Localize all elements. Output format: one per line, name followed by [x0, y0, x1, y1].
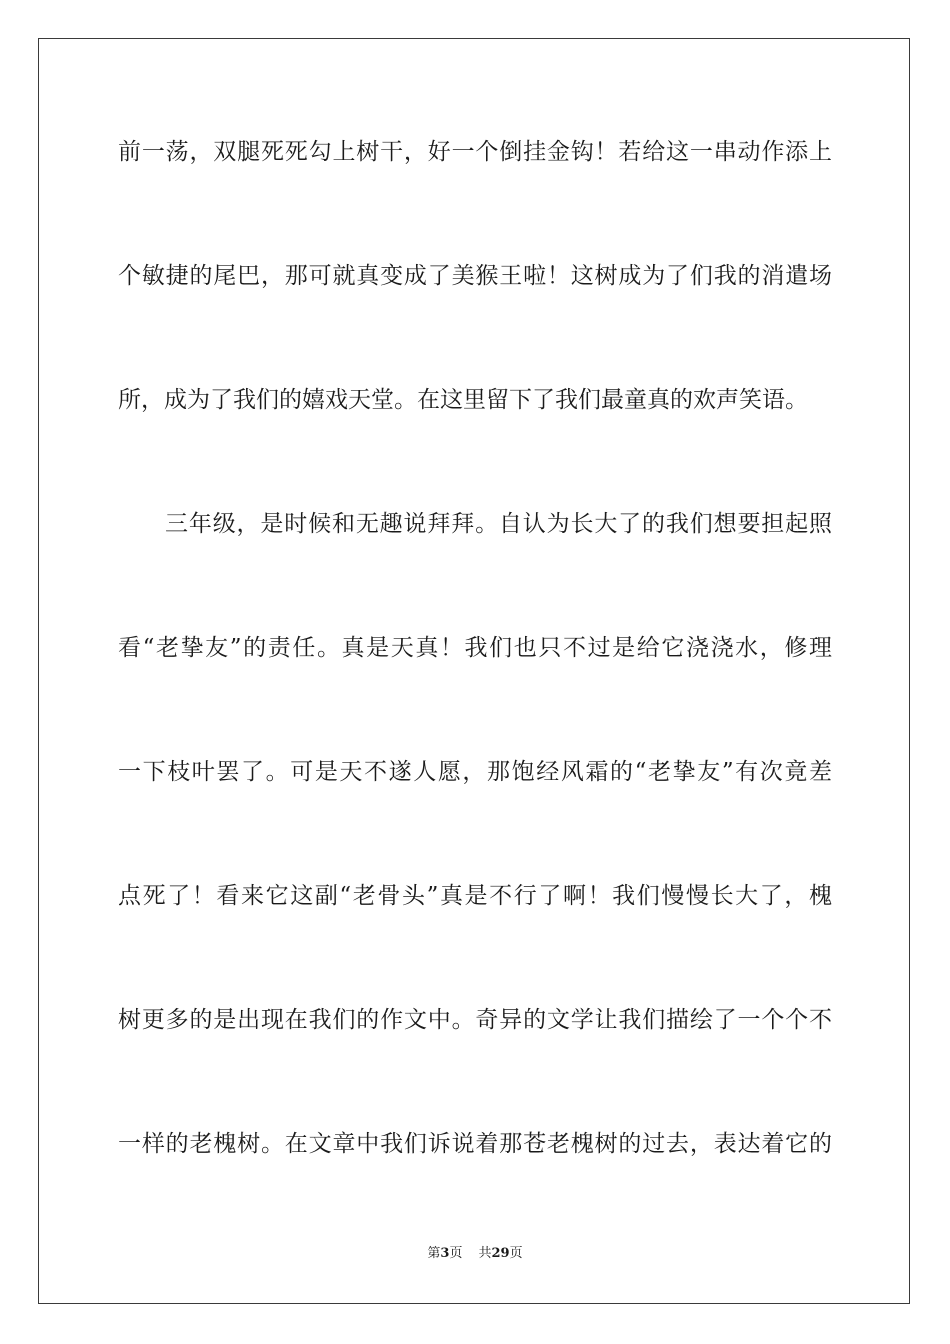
- text-line-9: 一样的老槐树。在文章中我们诉说着那苍老槐树的过去，表达着它的: [118, 1131, 832, 1157]
- text-line-4: 三年级，是时候和无趣说拜拜。自认为长大了的我们想要担起照: [165, 511, 832, 537]
- text-line-6: 一下枝叶罢了。可是天不遂人愿，那饱经风霜的“老挚友”有次竟差: [118, 759, 832, 785]
- page-frame: [38, 38, 910, 1304]
- page-footer: [0, 1244, 950, 1264]
- text-line-5: 看“老挚友”的责任。真是天真！我们也只不过是给它浇浇水，修理: [118, 635, 832, 661]
- total-pages-label: 共29页: [478, 1246, 523, 1261]
- current-page-number: 3: [440, 1246, 450, 1261]
- total-page-number: 29: [491, 1246, 510, 1261]
- text-line-2: 个敏捷的尾巴，那可就真变成了美猴王啦！这树成为了们我的消遣场: [118, 263, 832, 289]
- text-line-1: 前一荡，双腿死死勾上树干，好一个倒挂金钩！若给这一串动作添上: [118, 139, 832, 165]
- text-line-8: 树更多的是出现在我们的作文中。奇异的文学让我们描绘了一个个不: [118, 1007, 832, 1033]
- text-line-7: 点死了！看来它这副“老骨头”真是不行了啊！我们慢慢长大了，槐: [118, 883, 832, 909]
- page-number-label: 第3页: [427, 1246, 463, 1261]
- text-line-3: 所，成为了我们的嬉戏天堂。在这里留下了我们最童真的欢声笑语。: [118, 387, 808, 413]
